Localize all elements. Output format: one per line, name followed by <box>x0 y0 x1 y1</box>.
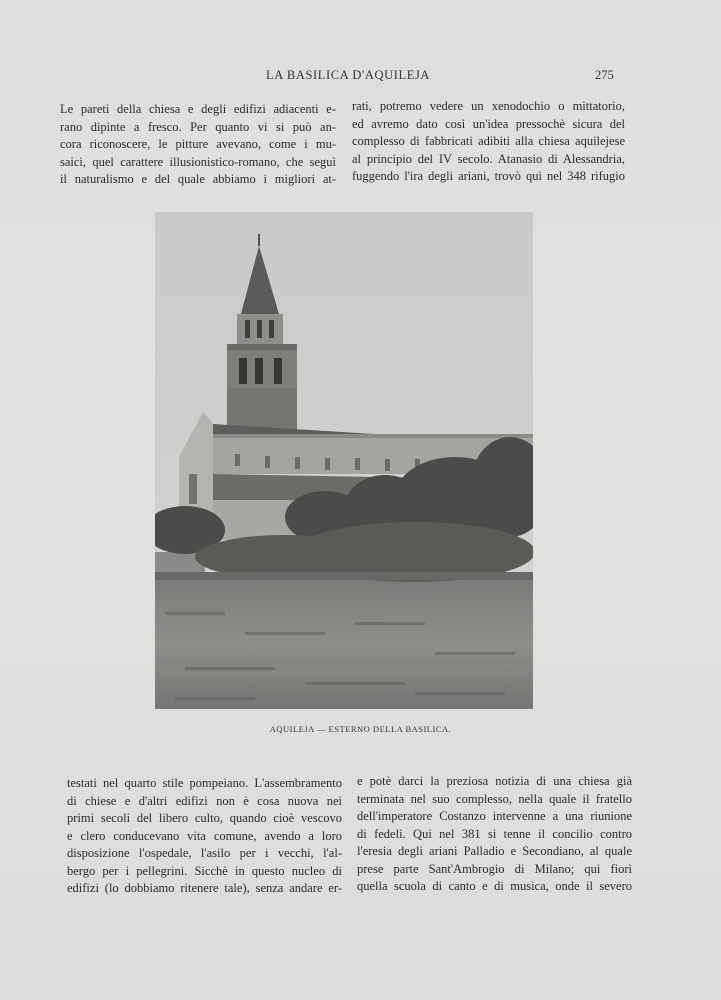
text-line: saici, quel carattere illusionistico-romano, che seguì <box>60 154 336 169</box>
text-line: dell'imperatore Costanzo intervenne a una riunione <box>357 809 632 823</box>
text-line: complesso di fabbricati adibiti alla chiesa aquilejese <box>352 134 625 148</box>
text-column-bottom-right <box>357 773 632 896</box>
text-line: l'eresia degli ariani Palladio e Secondiano, al quale <box>357 844 632 858</box>
text-line: fuggendo l'ira degli ariani, trovò qui nel 348 rifugio <box>352 169 625 183</box>
text-line: prese parte Sant'Ambrogio di Milano; qui fiorì <box>357 861 632 876</box>
text-line: terminata nel suo complesso, nella quale il fratello <box>357 791 632 806</box>
text-line: e clero conducevano vita comune, avendo a loro <box>67 828 342 843</box>
text-line: primi secoli del libero culto, quando cioè vescovo <box>67 811 342 825</box>
text-line: disposizione l'ospedale, l'asilo per i vecchi, l'al- <box>67 846 342 860</box>
text-column-top-right <box>352 98 625 186</box>
text-line: edifizi (lo dobbiamo ritenere tale), senza andare er- <box>67 881 342 895</box>
text-line: di fedeli. Qui nel 381 si tenne il concilio contro <box>357 826 632 841</box>
basilica-photograph <box>155 212 533 709</box>
text-column-bottom-left <box>67 775 342 898</box>
text-line: ed avremo dato così un'idea pressochè sicura del <box>352 116 625 131</box>
figure-caption: AQUILEJA — ESTERNO DELLA BASILICA. <box>269 724 452 734</box>
text-line: bergo per i pellegrini. Sicchè in questo nucleo di <box>67 863 342 878</box>
text-line: il naturalismo e del quale abbiamo i migliori at- <box>60 172 336 186</box>
text-line: di chiese e d'altri edifizi non è cosa nuova nei <box>67 793 342 808</box>
text-column-top-left <box>60 101 336 189</box>
text-line: testati nel quarto stile pompeiano. L'assembramento <box>67 776 342 790</box>
text-line: e potè darci la preziosa notizia di una chiesa già <box>357 774 632 788</box>
text-line: rano dipinte a fresco. Per quanto vi si può an- <box>60 119 336 134</box>
text-line: al principio del IV secolo. Atanasio di Alessandria, <box>352 151 625 166</box>
text-line: quella scuola di canto e di musica, onde il severo <box>357 879 632 893</box>
text-line: rati, potremo vedere un xenodochio o mittatorio, <box>352 99 625 113</box>
running-title: LA BASILICA D'AQUILEJA <box>266 68 431 82</box>
running-head <box>0 68 721 86</box>
text-line: Le pareti della chiesa e degli edifizi adiacenti e- <box>60 102 336 116</box>
text-line: cora riconoscere, le pitture avevano, come i mu- <box>60 137 336 151</box>
page-number: 275 <box>595 68 614 82</box>
